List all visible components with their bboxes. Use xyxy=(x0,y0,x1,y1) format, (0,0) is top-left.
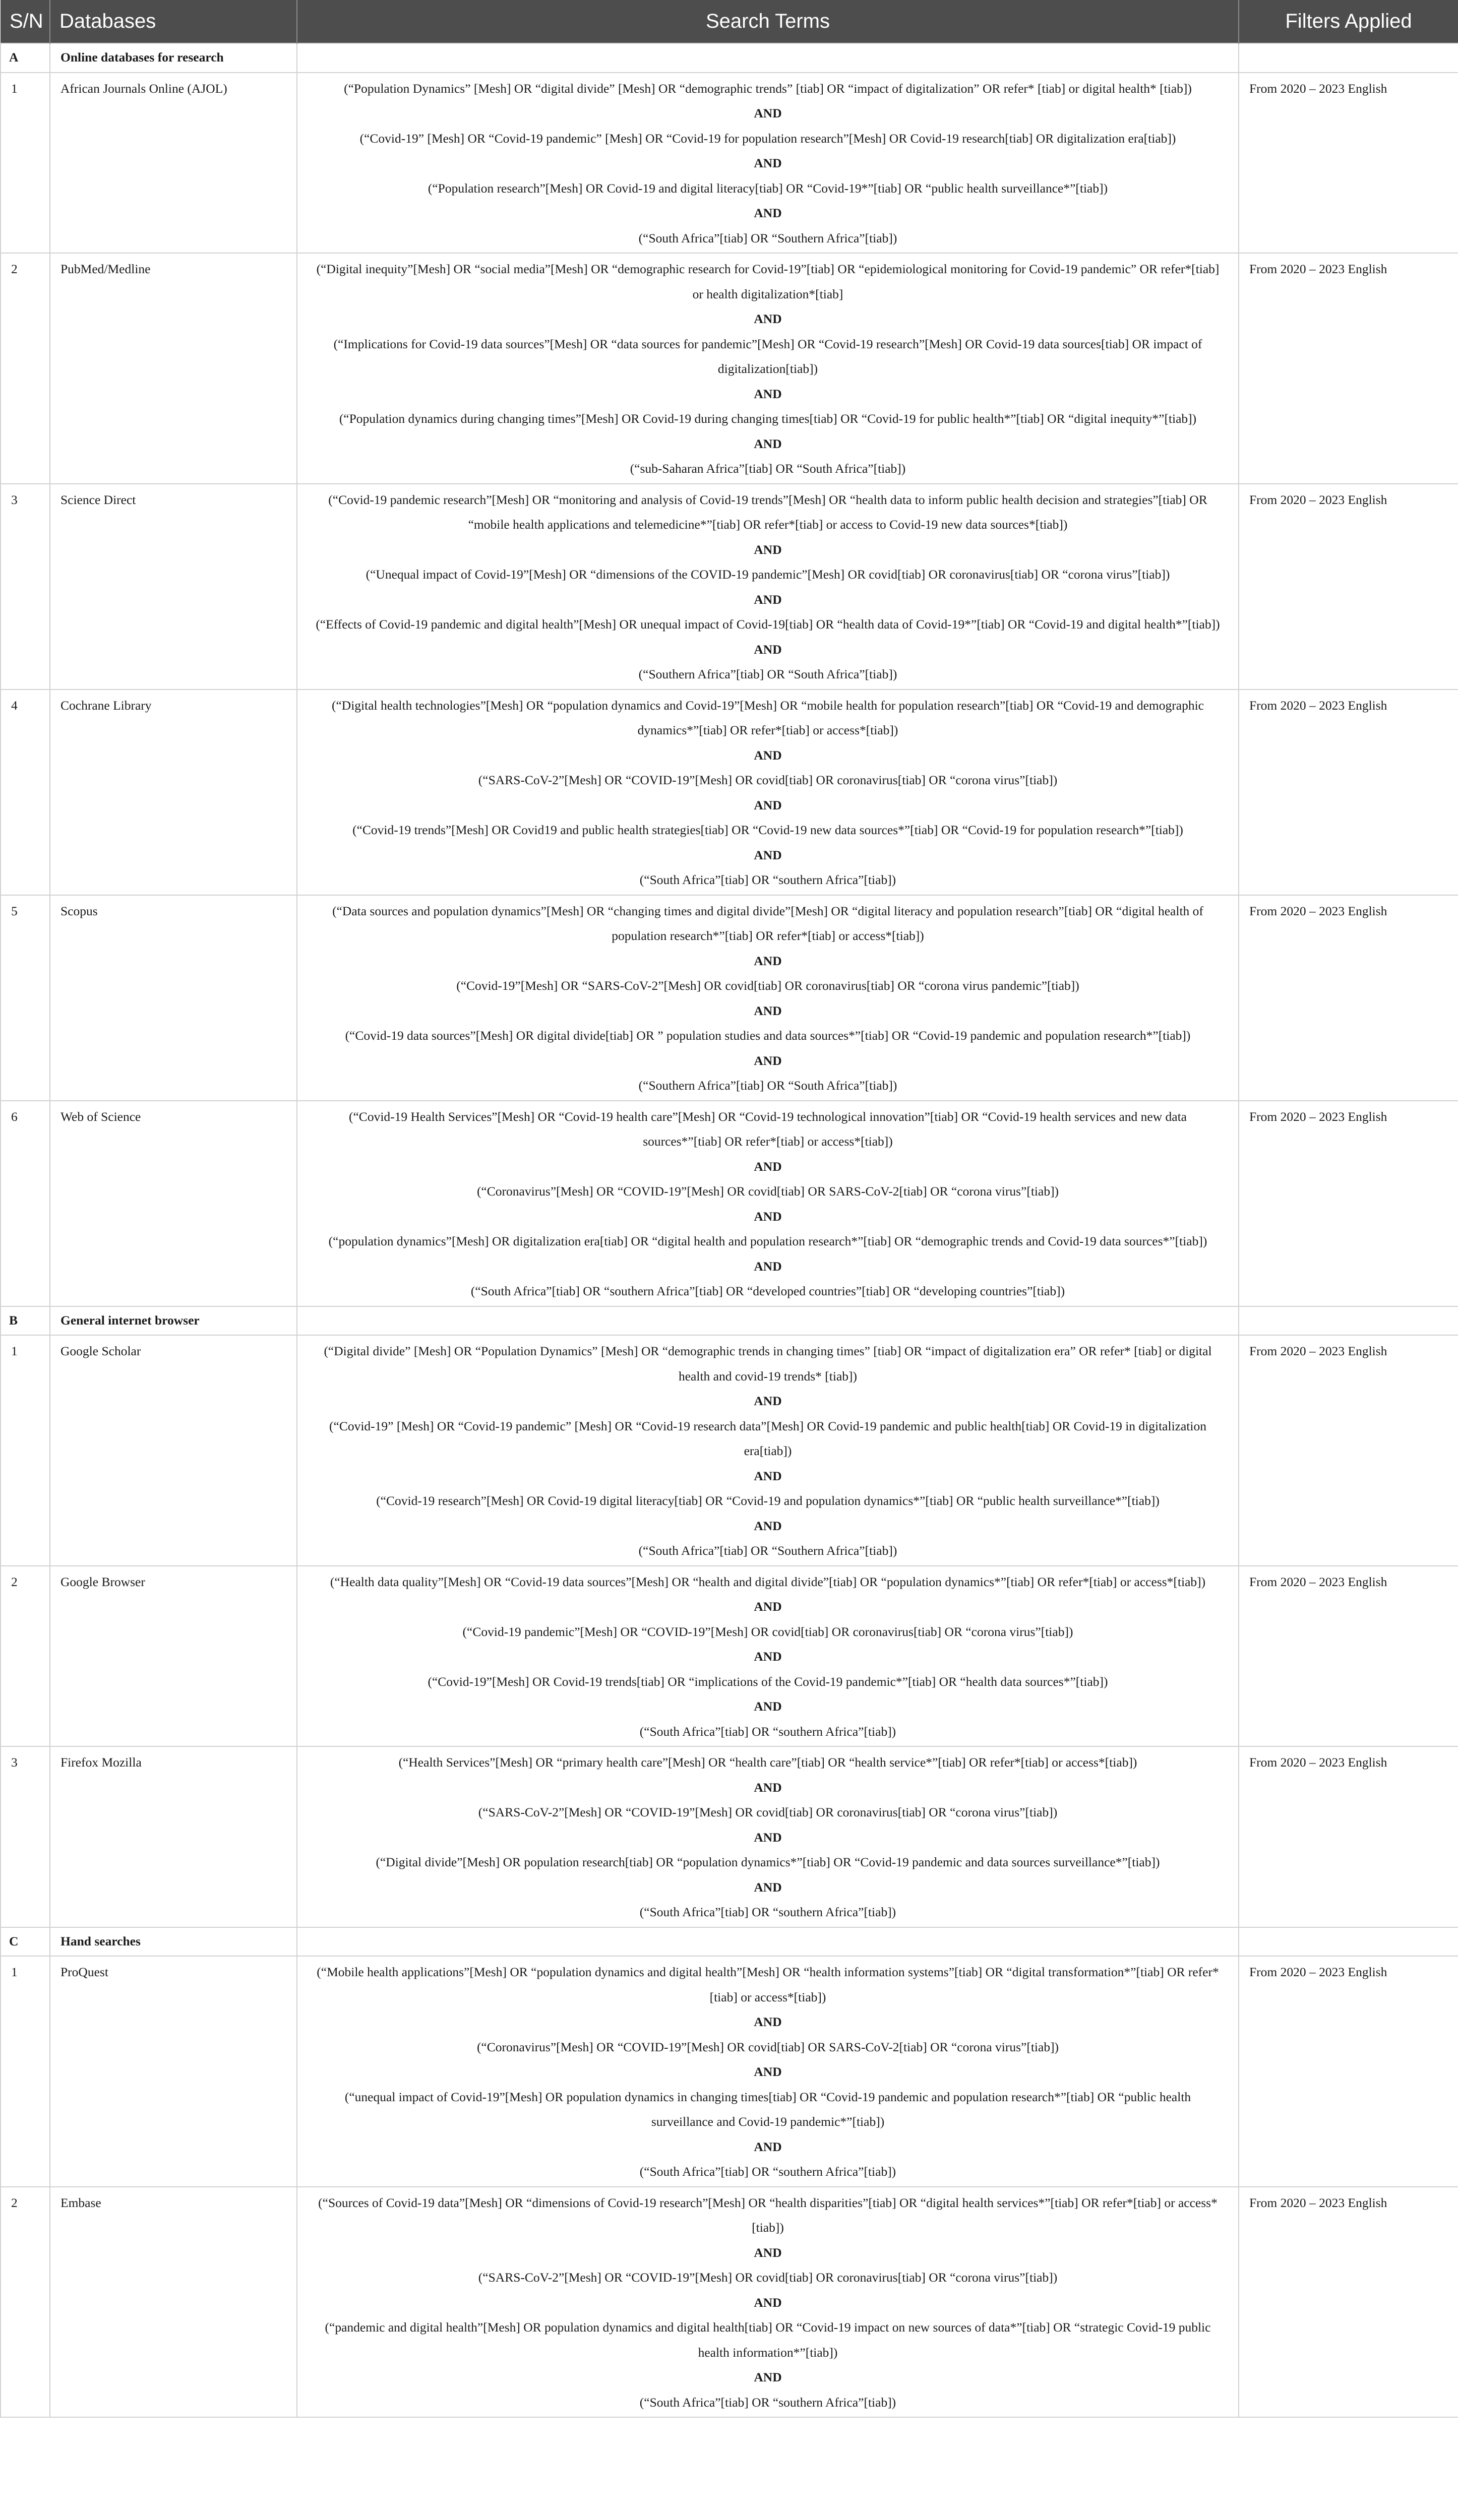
and-operator: AND xyxy=(754,2370,782,2384)
search-term: (“Digital divide” [Mesh] OR “Population Dynamics” [Mesh] OR “demographic trends in changing times” [tiab] OR “impact of digitalization era” OR refer* [tiab] or digital health and covid-19 trends* [tiab]) xyxy=(324,1344,1212,1383)
and-operator: AND xyxy=(754,1830,782,1845)
search-terms-cell xyxy=(297,253,1239,484)
and-operator: AND xyxy=(754,1780,782,1795)
database-name: PubMed/Medline xyxy=(50,253,297,484)
search-term: (“Covid-19”[Mesh] OR Covid-19 trends[tiab] OR “implications of the Covid-19 pandemic*”[tiab] OR “health data sources*”[tiab]) xyxy=(428,1674,1108,1689)
search-term: (“Covid-19 pandemic”[Mesh] OR “COVID-19”[Mesh] OR covid[tiab] OR coronavirus[tiab] OR “corona virus”[tiab]) xyxy=(462,1624,1073,1639)
and-operator: AND xyxy=(754,436,782,451)
table-row xyxy=(1,895,1458,1101)
section-empty-cell xyxy=(297,43,1239,73)
and-operator: AND xyxy=(754,1649,782,1664)
filters-applied: From 2020 – 2023 English xyxy=(1239,1566,1458,1747)
search-term: (“Data sources and population dynamics”[Mesh] OR “changing times and digital divide”[Mesh] OR “digital literacy and population research”[tiab] OR “digital health of population research*”[tiab] OR refer*[tiab] or access*[tiab]) xyxy=(332,903,1203,943)
database-name: Google Browser xyxy=(50,1566,297,1747)
and-operator: AND xyxy=(754,2139,782,2154)
search-term: (“Implications for Covid-19 data sources”[Mesh] OR “data sources for pandemic”[Mesh] OR “Covid-19 research”[Mesh] OR Covid-19 data sources[tiab] OR impact of digitalization[tiab]) xyxy=(333,336,1202,376)
and-operator: AND xyxy=(754,1599,782,1614)
and-operator: AND xyxy=(754,1699,782,1714)
table-row xyxy=(1,1566,1458,1747)
search-terms-cell xyxy=(297,1746,1239,1927)
search-term: (“Covid-19 Health Services”[Mesh] OR “Covid-19 health care”[Mesh] OR “Covid-19 technological innovation”[tiab] OR “Covid-19 health services and new data sources*”[tiab] OR refer*[tiab] or access*[tiab]) xyxy=(349,1109,1187,1149)
header-filters-applied: Filters Applied xyxy=(1239,0,1458,43)
section-letter: A xyxy=(1,43,50,73)
database-name: Cochrane Library xyxy=(50,689,297,895)
and-operator: AND xyxy=(754,156,782,170)
and-operator: AND xyxy=(754,847,782,862)
section-label: General internet browser xyxy=(50,1306,297,1336)
and-operator: AND xyxy=(754,1394,782,1408)
search-term: (“Digital health technologies”[Mesh] OR “population dynamics and Covid-19”[Mesh] OR “mobile health for population research”[tiab] OR “Covid-19 and demographic dynamics*”[tiab] OR refer*[tiab] or access*[tiab]) xyxy=(332,698,1204,737)
and-operator: AND xyxy=(754,1159,782,1174)
search-term: (“Health data quality”[Mesh] OR “Covid-19 data sources”[Mesh] OR “health and digital divide”[tiab] OR “population dynamics*”[tiab] OR refer*[tiab] or access*[tiab]) xyxy=(330,1574,1206,1589)
search-term: (“Southern Africa”[tiab] OR “South Africa”[tiab]) xyxy=(638,667,897,681)
and-operator: AND xyxy=(754,2295,782,2310)
search-term: (“Population dynamics during changing times”[Mesh] OR Covid-19 during changing times[tiab] OR “Covid-19 for public health*”[tiab] OR “digital inequity*”[tiab]) xyxy=(339,411,1197,426)
search-term: (“South Africa”[tiab] OR “southern Africa”[tiab]) xyxy=(639,872,896,887)
search-term: (“Population research”[Mesh] OR Covid-19 and digital literacy[tiab] OR “Covid-19*”[tiab] OR “public health surveillance*”[tiab]) xyxy=(428,180,1108,196)
row-number: 3 xyxy=(1,484,50,689)
and-operator: AND xyxy=(754,592,782,607)
search-term: (“pandemic and digital health”[Mesh] OR population dynamics and digital health[tiab] OR “Covid-19 impact on new sources of data*”[tiab] OR “strategic Covid-19 public health information*”[tiab]) xyxy=(325,2320,1211,2360)
search-term: (“South Africa”[tiab] OR “Southern Africa”[tiab]) xyxy=(638,1543,897,1558)
search-terms-cell xyxy=(297,895,1239,1101)
database-name: Embase xyxy=(50,2187,297,2418)
section-empty-cell xyxy=(297,1306,1239,1336)
table-row xyxy=(1,73,1458,254)
filters-applied: From 2020 – 2023 English xyxy=(1239,2187,1458,2418)
search-term: (“South Africa”[tiab] OR “southern Africa”[tiab]) xyxy=(639,2395,896,2410)
and-operator: AND xyxy=(754,642,782,657)
table-row xyxy=(1,2187,1458,2418)
search-term: (“Covid-19 pandemic research”[Mesh] OR “monitoring and analysis of Covid-19 trends”[Mesh] OR “health data to inform public health decision and strategies”[tiab] OR “mobile health applications and telemedicine*”[tiab] OR refer*[tiab] or access to Covid-19 new data sources*[tiab]) xyxy=(328,492,1207,532)
and-operator: AND xyxy=(754,1258,782,1274)
and-operator: AND xyxy=(754,2245,782,2260)
section-row xyxy=(1,1927,1458,1957)
search-term: (“Sources of Covid-19 data”[Mesh] OR “dimensions of Covid-19 research”[Mesh] OR “health disparities”[tiab] OR “digital health services*”[tiab] OR refer*[tiab] or access*[tiab]) xyxy=(318,2195,1218,2235)
and-operator: AND xyxy=(754,311,782,326)
row-number: 1 xyxy=(1,73,50,254)
row-number: 3 xyxy=(1,1746,50,1927)
and-operator: AND xyxy=(754,1879,782,1895)
search-terms-cell xyxy=(297,689,1239,895)
filters-applied: From 2020 – 2023 English xyxy=(1239,73,1458,254)
search-term: (“South Africa”[tiab] OR “southern Africa”[tiab]) xyxy=(639,2164,896,2179)
filters-applied: From 2020 – 2023 English xyxy=(1239,895,1458,1101)
search-term: (“Coronavirus”[Mesh] OR “COVID-19”[Mesh] OR covid[tiab] OR SARS-CoV-2[tiab] OR “corona virus”[tiab]) xyxy=(476,1184,1059,1199)
search-term: (“population dynamics”[Mesh] OR digitalization era[tiab] OR “digital health and population research*”[tiab] OR “demographic trends and Covid-19 data sources*”[tiab]) xyxy=(328,1234,1207,1248)
and-operator: AND xyxy=(754,1518,782,1533)
database-name: ProQuest xyxy=(50,1956,297,2187)
row-number: 4 xyxy=(1,689,50,895)
and-operator: AND xyxy=(754,542,782,557)
row-number: 6 xyxy=(1,1101,50,1306)
search-term: (“Digital inequity”[Mesh] OR “social media”[Mesh] OR “demographic research for Covid-19”[tiab] OR “epidemiological monitoring for Covid-19 pandemic” OR refer*[tiab] or health digitalization*[tiab] xyxy=(316,262,1220,301)
search-terms-cell xyxy=(297,1956,1239,2187)
database-name: Scopus xyxy=(50,895,297,1101)
search-term: (“unequal impact of Covid-19”[Mesh] OR population dynamics in changing times[tiab] OR “Covid-19 pandemic and population research*”[tiab] OR “public health surveillance and Covid-19 pandemic*”[tiab]) xyxy=(344,2089,1191,2129)
search-term: (“South Africa”[tiab] OR “southern Africa”[tiab]) xyxy=(639,1724,896,1739)
table-row xyxy=(1,1746,1458,1927)
section-label: Online databases for research xyxy=(50,43,297,73)
table-row xyxy=(1,1335,1458,1566)
search-term: (“Digital divide”[Mesh] OR population research[tiab] OR “population dynamics*”[tiab] OR “Covid-19 pandemic and data sources surveillance*”[tiab]) xyxy=(376,1855,1160,1869)
header-search-terms: Search Terms xyxy=(297,0,1239,43)
search-term: (“South Africa”[tiab] OR “Southern Africa”[tiab]) xyxy=(638,230,897,245)
section-row xyxy=(1,1306,1458,1336)
and-operator: AND xyxy=(754,1053,782,1068)
search-term: (“Covid-19” [Mesh] OR “Covid-19 pandemic” [Mesh] OR “Covid-19 for population research”[Mesh] OR Covid-19 research[tiab] OR digitalization era[tiab]) xyxy=(359,131,1176,146)
table-row xyxy=(1,1956,1458,2187)
header-databases: Databases xyxy=(50,0,297,43)
search-terms-cell xyxy=(297,1101,1239,1306)
database-name: Web of Science xyxy=(50,1101,297,1306)
filters-applied: From 2020 – 2023 English xyxy=(1239,1335,1458,1566)
search-term: (“Covid-19” [Mesh] OR “Covid-19 pandemic” [Mesh] OR “Covid-19 research data”[Mesh] OR Covid-19 pandemic and public health[tiab] OR Covid-19 in digitalization era[tiab]) xyxy=(329,1418,1206,1458)
search-term: (“Coronavirus”[Mesh] OR “COVID-19”[Mesh] OR covid[tiab] OR SARS-CoV-2[tiab] OR “corona virus”[tiab]) xyxy=(476,2039,1059,2054)
search-term: (“South Africa”[tiab] OR “southern Africa”[tiab]) xyxy=(639,1905,896,1919)
row-number: 5 xyxy=(1,895,50,1101)
and-operator: AND xyxy=(754,797,782,812)
row-number: 2 xyxy=(1,1566,50,1747)
search-term: (“South Africa”[tiab] OR “southern Africa”[tiab] OR “developed countries”[tiab] OR “developing countries”[tiab]) xyxy=(470,1284,1065,1298)
search-terms-cell xyxy=(297,484,1239,689)
row-number: 2 xyxy=(1,2187,50,2418)
search-terms-cell xyxy=(297,1566,1239,1747)
search-term: (“Covid-19 research”[Mesh] OR Covid-19 digital literacy[tiab] OR “Covid-19 and population dynamics*”[tiab] OR “public health surveillance*”[tiab]) xyxy=(376,1493,1160,1508)
and-operator: AND xyxy=(754,1003,782,1018)
filters-applied: From 2020 – 2023 English xyxy=(1239,1746,1458,1927)
search-terms-cell xyxy=(297,2187,1239,2418)
database-name: Google Scholar xyxy=(50,1335,297,1566)
section-empty-cell xyxy=(1239,1927,1458,1957)
search-term: (“Population Dynamics” [Mesh] OR “digital divide” [Mesh] OR “demographic trends” [tiab] OR “impact of digitalization” OR refer* [tiab] or digital health* [tiab]) xyxy=(344,81,1192,96)
database-name: Firefox Mozilla xyxy=(50,1746,297,1927)
filters-applied: From 2020 – 2023 English xyxy=(1239,689,1458,895)
search-term: (“sub-Saharan Africa”[tiab] OR “South Africa”[tiab]) xyxy=(630,461,906,476)
search-term: (“SARS-CoV-2”[Mesh] OR “COVID-19”[Mesh] OR covid[tiab] OR coronavirus[tiab] OR “corona virus”[tiab]) xyxy=(478,1805,1058,1819)
section-label: Hand searches xyxy=(50,1927,297,1957)
filters-applied: From 2020 – 2023 English xyxy=(1239,253,1458,484)
and-operator: AND xyxy=(754,953,782,968)
section-row xyxy=(1,43,1458,73)
and-operator: AND xyxy=(754,1468,782,1483)
and-operator: AND xyxy=(754,2064,782,2079)
search-term: (“Health Services”[Mesh] OR “primary health care”[Mesh] OR “health care”[tiab] OR “health service*”[tiab] OR refer*[tiab] or access*[tiab]) xyxy=(398,1755,1137,1770)
and-operator: AND xyxy=(754,1209,782,1224)
and-operator: AND xyxy=(754,106,782,120)
and-operator: AND xyxy=(754,747,782,763)
database-name: African Journals Online (AJOL) xyxy=(50,73,297,254)
header-sn: S/N xyxy=(1,0,50,43)
section-empty-cell xyxy=(1239,43,1458,73)
table-row xyxy=(1,253,1458,484)
search-term: (“Covid-19”[Mesh] OR “SARS-CoV-2”[Mesh] OR covid[tiab] OR coronavirus[tiab] OR “corona virus pandemic”[tiab]) xyxy=(456,978,1079,993)
and-operator: AND xyxy=(754,386,782,401)
search-term: (“Southern Africa”[tiab] OR “South Africa”[tiab]) xyxy=(638,1078,897,1093)
table-header-row xyxy=(1,0,1458,43)
search-term: (“Covid-19 trends”[Mesh] OR Covid19 and public health strategies[tiab] OR “Covid-19 new data sources*”[tiab] OR “Covid-19 for population research*”[tiab]) xyxy=(352,823,1183,837)
section-empty-cell xyxy=(297,1927,1239,1957)
search-terms-cell xyxy=(297,73,1239,254)
search-term: (“SARS-CoV-2”[Mesh] OR “COVID-19”[Mesh] OR covid[tiab] OR coronavirus[tiab] OR “corona virus”[tiab]) xyxy=(478,2270,1058,2285)
search-terms-cell xyxy=(297,1335,1239,1566)
and-operator: AND xyxy=(754,206,782,220)
table-row xyxy=(1,689,1458,895)
search-term: (“Mobile health applications”[Mesh] OR “population dynamics and digital health”[Mesh] OR “health information systems”[tiab] OR “digital transformation*”[tiab] OR refer*[tiab] or access*[tiab]) xyxy=(317,1965,1219,2004)
table-row xyxy=(1,484,1458,689)
section-letter: C xyxy=(1,1927,50,1957)
table-row xyxy=(1,1101,1458,1306)
row-number: 2 xyxy=(1,253,50,484)
row-number: 1 xyxy=(1,1335,50,1566)
filters-applied: From 2020 – 2023 English xyxy=(1239,1101,1458,1306)
and-operator: AND xyxy=(754,2014,782,2029)
database-name: Science Direct xyxy=(50,484,297,689)
search-term: (“Effects of Covid-19 pandemic and digital health”[Mesh] OR unequal impact of Covid-19[tiab] OR “health data of Covid-19*”[tiab] OR “Covid-19 and digital health*”[tiab]) xyxy=(316,617,1220,632)
row-number: 1 xyxy=(1,1956,50,2187)
search-term: (“Unequal impact of Covid-19”[Mesh] OR “dimensions of the COVID-19 pandemic”[Mesh] OR covid[tiab] OR coronavirus[tiab] OR “corona virus”[tiab]) xyxy=(366,567,1170,582)
section-empty-cell xyxy=(1239,1306,1458,1336)
filters-applied: From 2020 – 2023 English xyxy=(1239,1956,1458,2187)
search-term: (“Covid-19 data sources”[Mesh] OR digital divide[tiab] OR ” population studies and data sources*”[tiab] OR “Covid-19 pandemic and population research*”[tiab]) xyxy=(345,1028,1191,1043)
filters-applied: From 2020 – 2023 English xyxy=(1239,484,1458,689)
table-body xyxy=(1,43,1458,2417)
section-letter: B xyxy=(1,1306,50,1336)
search-term: (“SARS-CoV-2”[Mesh] OR “COVID-19”[Mesh] OR covid[tiab] OR coronavirus[tiab] OR “corona virus”[tiab]) xyxy=(478,773,1058,787)
